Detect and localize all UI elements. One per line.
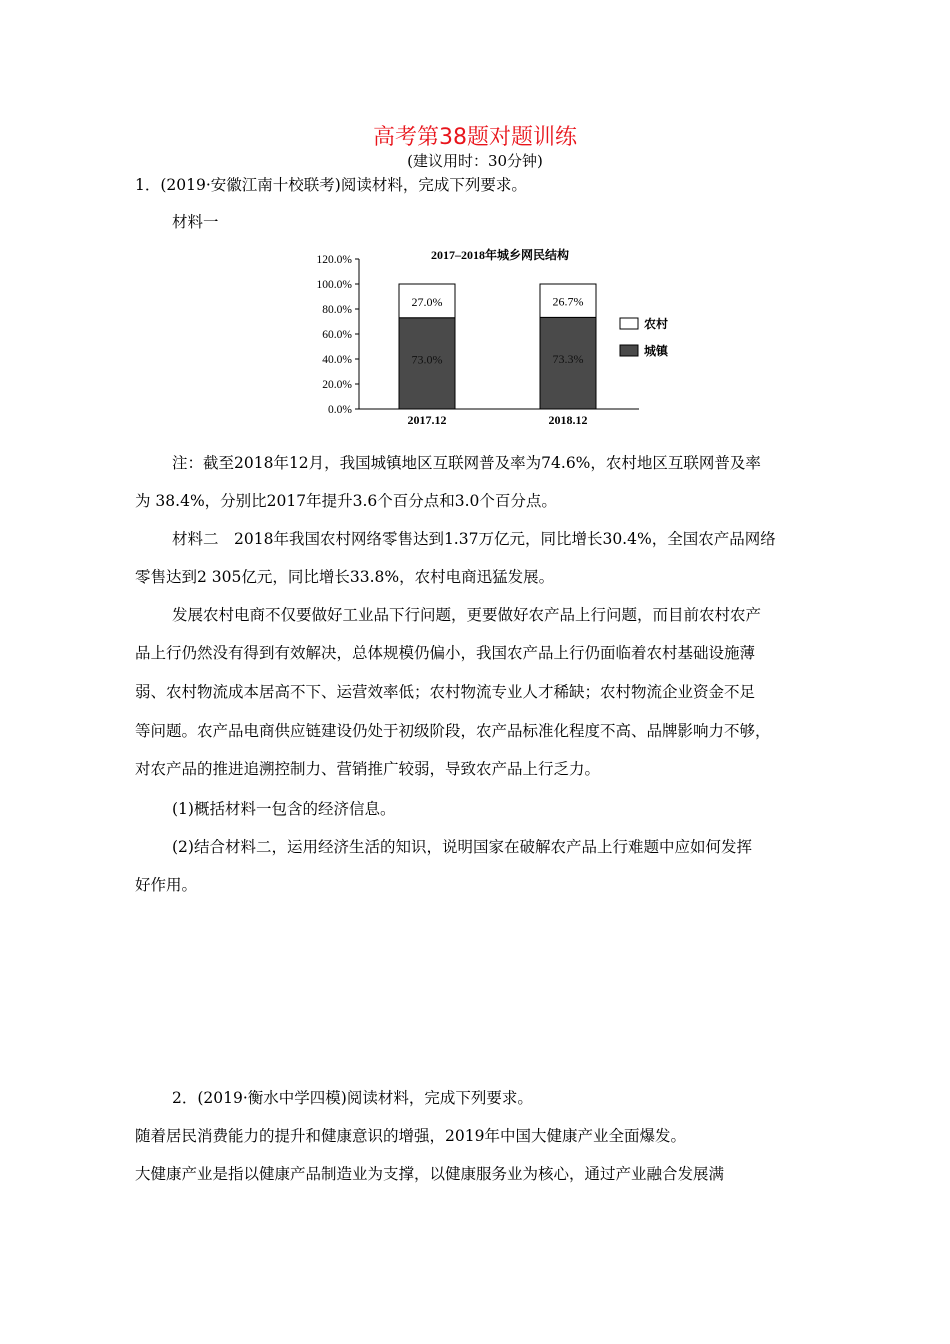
question-2-line-2: 大健康产业是指以健康产品制造业为支撑，以健康服务业为核心，通过产业融合发展满 — [135, 1165, 725, 1183]
note-line-2: 为 38.4%，分别比2017年提升3.6个百分点和3.0个百分点。 — [135, 492, 557, 510]
y-tick-label: 100.0% — [316, 279, 352, 291]
note-line-1: 注：截至2018年12月，我国城镇地区互联网普及率为74.6%，农村地区互联网普及率 — [172, 454, 761, 472]
data-label: 26.7% — [552, 294, 584, 309]
y-tick-label: 40.0% — [322, 354, 352, 366]
material-2-line-1: 材料二 2018年我国农村网络零售达到1.37万亿元，同比增长30.4%，全国农产品网络 — [172, 530, 776, 548]
data-label: 73.0% — [411, 352, 443, 367]
paragraph-line-2: 品上行仍然没有得到有效解决，总体规模仍偏小，我国农产品上行仍面临着农村基础设施薄 — [135, 644, 756, 662]
legend-label: 农村 — [644, 317, 669, 331]
legend-swatch-urban — [620, 345, 638, 356]
paragraph-line-3: 弱、农村物流成本居高不下、运营效率低；农村物流专业人才稀缺；农村物流企业资金不足 — [135, 683, 756, 701]
y-tick-label: 60.0% — [322, 329, 352, 341]
y-tick-label: 0.0% — [328, 404, 352, 416]
question-1-header: 1．(2019·安徽江南十校联考)阅读材料，完成下列要求。 — [135, 176, 527, 194]
suggested-time: (建议用时：30分钟) — [407, 152, 543, 170]
y-tick-label: 80.0% — [322, 304, 352, 316]
question-1-part-1: (1)概括材料一包含的经济信息。 — [172, 800, 396, 818]
y-tick-label: 120.0% — [316, 254, 352, 266]
x-tick-label: 2017.12 — [407, 413, 447, 427]
paragraph-line-5: 对农产品的推进追溯控制力、营销推广较弱，导致农产品上行乏力。 — [135, 760, 601, 778]
material-1-label: 材料一 — [172, 213, 219, 231]
urban-rural-netizen-chart — [290, 238, 690, 438]
chart-title: 2017–2018年城乡网民结构 — [430, 248, 570, 262]
data-label: 27.0% — [411, 294, 443, 309]
legend-swatch-rural — [620, 318, 638, 329]
legend-label: 城镇 — [644, 344, 669, 358]
paragraph-line-4: 等问题。农产品电商供应链建设仍处于初级阶段，农产品标准化程度不高、品牌影响力不够， — [135, 722, 771, 740]
question-2-header: 2．(2019·衡水中学四模)阅读材料，完成下列要求。 — [172, 1089, 533, 1107]
paragraph-line-1: 发展农村电商不仅要做好工业品下行问题，更要做好农产品上行问题，而目前农村农产 — [172, 606, 762, 624]
y-tick-label: 20.0% — [322, 379, 352, 391]
material-2-line-2: 零售达到2 305亿元，同比增长33.8%，农村电商迅猛发展。 — [135, 568, 555, 586]
page-title: 高考第38题对题训练 — [373, 125, 577, 150]
question-1-part-2-line-2: 好作用。 — [135, 876, 198, 894]
x-tick-label: 2018.12 — [548, 413, 588, 427]
question-2-line-1: 随着居民消费能力的提升和健康意识的增强，2019年中国大健康产业全面爆发。 — [135, 1127, 686, 1145]
question-1-part-2-line-1: (2)结合材料二，运用经济生活的知识，说明国家在破解农产品上行难题中应如何发挥 — [172, 838, 752, 856]
data-label: 73.3% — [552, 352, 584, 367]
